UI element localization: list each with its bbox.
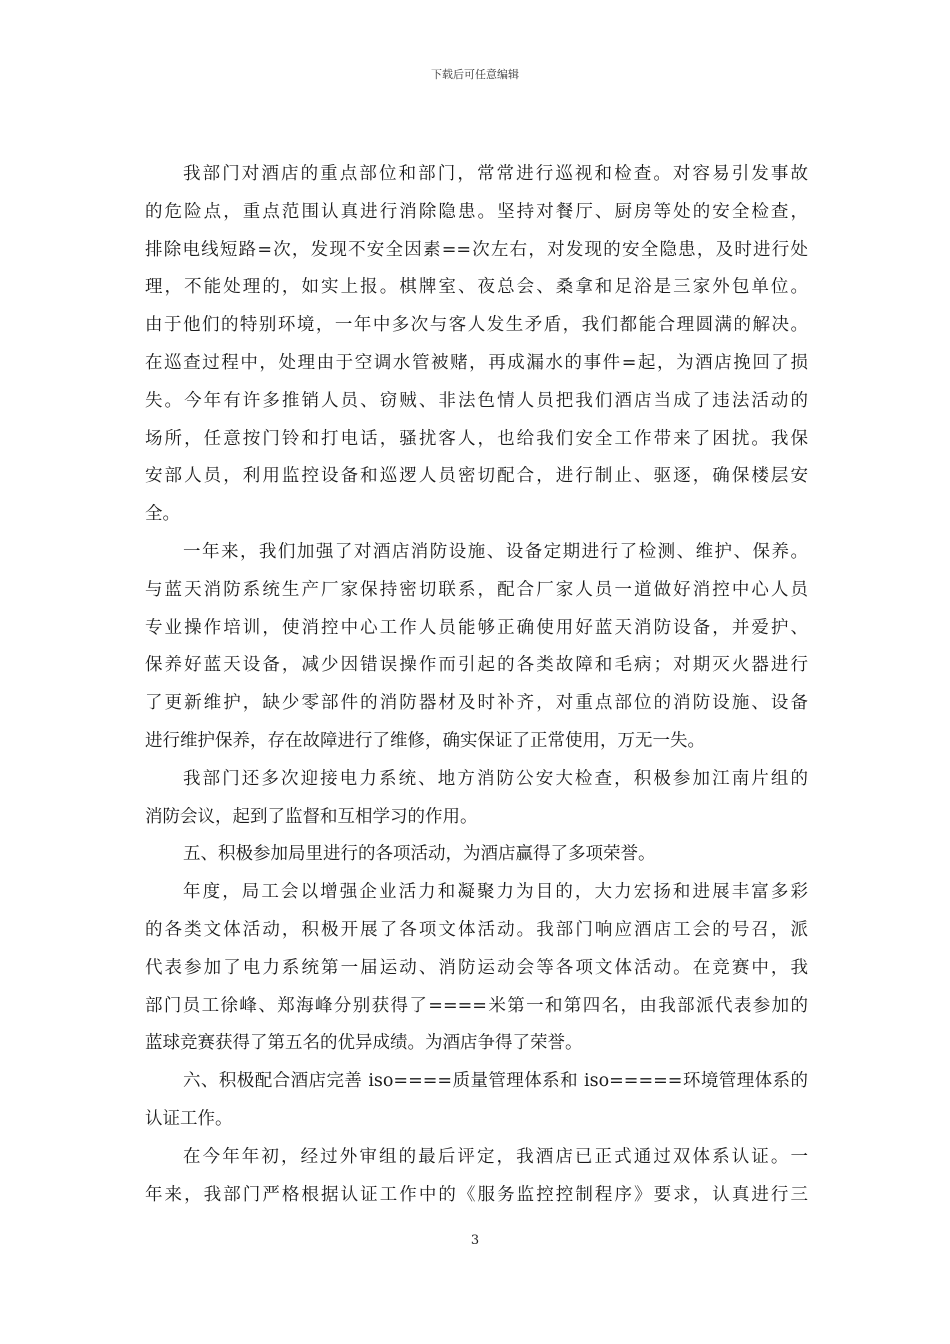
text-line: 的危险点，重点范围认真进行消除隐患。坚持对餐厅、厨房等处的安全检查， xyxy=(145,201,808,222)
text-line: 蓝球竞赛获得了第五名的优异成绩。为酒店争得了荣誉。 xyxy=(145,1033,583,1054)
text-line: 与蓝天消防系统生产厂家保持密切联系，配合厂家人员一道做好消控中心人员 xyxy=(145,579,808,600)
text-line: 年来，我部门严格根据认证工作中的《服务监控控制程序》要求，认真进行三 xyxy=(145,1184,808,1205)
text-line: 我部门还多次迎接电力系统、地方消防公安大检查，积极参加江南片组的 xyxy=(183,768,808,789)
section-heading xyxy=(145,1063,808,1139)
text-line: 了更新维护，缺少零部件的消防器材及时补齐，对重点部位的消防设施、设备 xyxy=(145,693,808,714)
paragraph xyxy=(145,874,808,1063)
text-line: 消防会议，起到了监督和互相学习的作用。 xyxy=(145,806,478,827)
text-line: 我部门对酒店的重点部位和部门，常常进行巡视和检查。对容易引发事故 xyxy=(183,164,808,184)
text-line: 保养好蓝天设备，减少因错误操作而引起的各类故障和毛病；对期灭火器进行 xyxy=(145,655,808,676)
text-line: 部门员工徐峰、郑海峰分别获得了====米第一和第四名，由我部派代表参加的 xyxy=(145,995,808,1016)
section-heading xyxy=(145,836,808,874)
text-line: 安部人员，利用监控设备和巡逻人员密切配合，进行制止、驱逐，确保楼层安 xyxy=(145,466,808,487)
text-line: 六、积极配合酒店完善 iso====质量管理体系和 iso=====环境管理体系的 xyxy=(183,1071,808,1092)
text-line: 由于他们的特别环境，一年中多次与客人发生矛盾，我们都能合理圆满的解决。 xyxy=(145,315,808,336)
text-line: 认证工作。 xyxy=(145,1108,233,1129)
text-line: 代表参加了电力系统第一届运动、消防运动会等各项文体活动。在竞赛中，我 xyxy=(145,957,808,978)
text-line: 失。今年有许多推销人员、窃贼、非法色情人员把我们酒店当成了违法活动的 xyxy=(145,390,808,411)
text-line: 进行维护保养，存在故障进行了维修，确实保证了正常使用，万无一失。 xyxy=(145,730,705,751)
text-line: 在今年年初，经过外审组的最后评定，我酒店已正式通过双体系认证。一 xyxy=(183,1146,808,1167)
paragraph xyxy=(145,156,808,534)
text-line: 理，不能处理的，如实上报。棋牌室、夜总会、桑拿和足浴是三家外包单位。 xyxy=(145,277,808,298)
text-line: 五、积极参加局里进行的各项活动，为酒店赢得了多项荣誉。 xyxy=(183,844,656,865)
paragraph xyxy=(145,761,808,837)
text-line: 的各类文体活动，积极开展了各项文体活动。我部门响应酒店工会的号召，派 xyxy=(145,919,808,940)
page-header: 下载后可任意编辑 xyxy=(431,68,519,81)
text-line: 专业操作培训，使消控中心工作人员能够正确使用好蓝天消防设备，并爱护、 xyxy=(145,617,808,638)
page-number: 3 xyxy=(470,1233,480,1248)
text-line: 年度，局工会以增强企业活力和凝聚力为目的，大力宏扬和进展丰富多彩 xyxy=(183,882,808,903)
text-line: 场所，任意按门铃和打电话，骚扰客人，也给我们安全工作带来了困扰。我保 xyxy=(145,428,808,449)
text-line: 全。 xyxy=(145,504,180,525)
document-body xyxy=(145,156,808,1214)
paragraph xyxy=(145,534,808,761)
paragraph xyxy=(145,1139,808,1215)
text-line: 在巡查过程中，处理由于空调水管被赌，再成漏水的事件=起，为酒店挽回了损 xyxy=(145,352,808,373)
text-line: 一年来，我们加强了对酒店消防设施、设备定期进行了检测、维护、保养。 xyxy=(183,541,808,562)
text-line: 排除电线短路=次，发现不安全因素==次左右，对发现的安全隐患，及时进行处 xyxy=(145,239,808,260)
